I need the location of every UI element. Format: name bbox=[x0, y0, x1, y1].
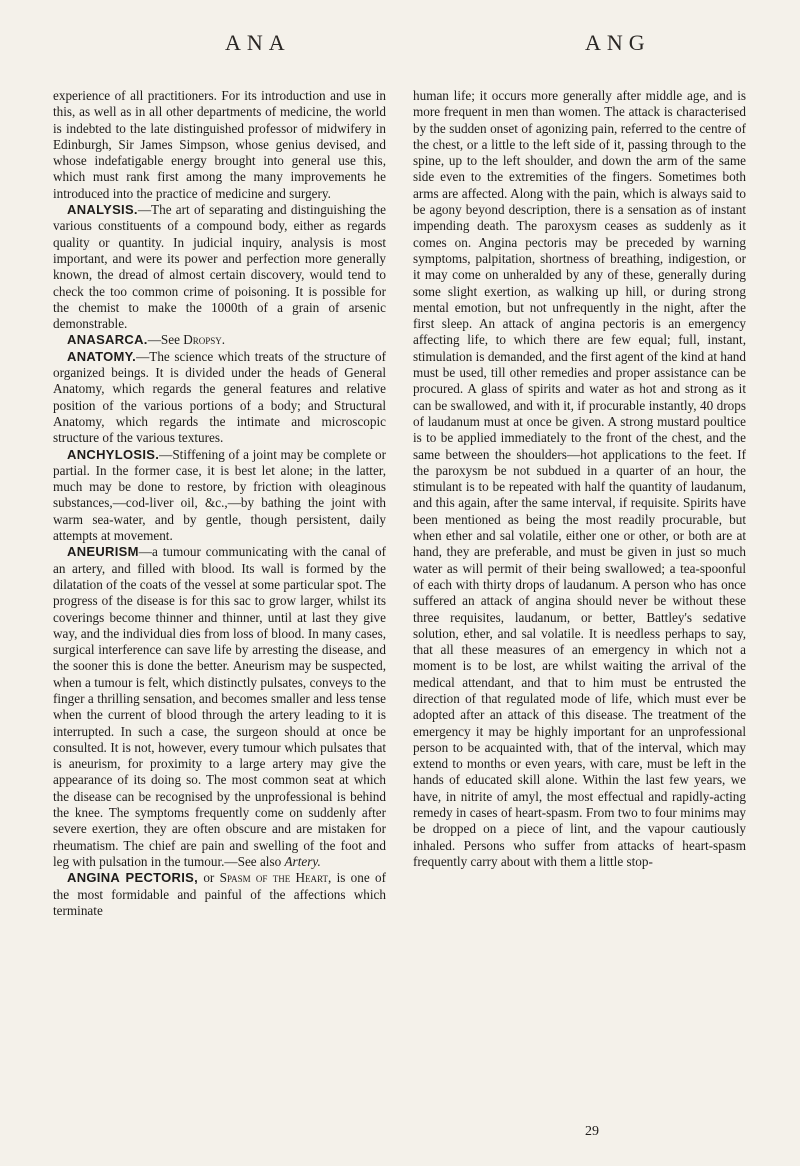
running-head-right: ANG bbox=[585, 30, 651, 55]
entry-text: —The art of separating and distinguishing the various constituents of a compound body, either as regards quality or quantity. In judicial inquiry, analysis is most important, and were its power and perfection more generally known, the dread of almost certain discovery, would tend to check the too common crime of poisoning. It is possible for the chemist to make the 1000th of a grain of arsenic demonstrable. bbox=[53, 202, 386, 332]
entry-text: —See bbox=[147, 332, 184, 348]
headword: ANASARCA. bbox=[67, 332, 148, 348]
headword: ANCHYLOSIS. bbox=[67, 446, 160, 462]
headword: ANATOMY. bbox=[67, 348, 137, 364]
alternate-headword: Spasm of the Heart, bbox=[219, 870, 332, 886]
headword: ANEURISM bbox=[67, 544, 139, 560]
left-column bbox=[53, 88, 386, 919]
paragraph-continuation: experience of all practitioners. For its introduction and use in this, as well as in all other departments of medicine, the world is indebted to the late distinguished professor of midwifery in Edinburgh, Sir James Simpson, whose genius devised, and whose indefatigable energy brought into general use this, which must rank first among the many improvements he introduced into the practice of medicine and surgery. bbox=[53, 88, 386, 201]
entry-analysis bbox=[53, 202, 386, 332]
entry-text: is one of the most formidable and painful of the affections which terminate bbox=[53, 870, 386, 918]
entry-aneurism bbox=[53, 544, 386, 870]
headword: ANALYSIS. bbox=[67, 202, 138, 218]
headword: ANGINA PECTORIS, bbox=[67, 870, 199, 886]
entry-text: —Stiffening of a joint may be complete or partial. In the former case, it is best let alone; in the latter, much may be done to restore, by friction with oleaginous substances,—cod-liver oil, &c.,—by bathing the joint with warm sea-water, and by gentle, though persistent, daily attempts at movement. bbox=[53, 446, 386, 544]
cross-reference: Dropsy. bbox=[183, 332, 226, 348]
entry-text: or bbox=[198, 870, 220, 886]
entry-text: —a tumour communicating with the canal of an artery, and filled with blood. Its wall is formed by the dilatation of the coats of the vessel at some particular spot. The progress of the disease is for this sac to grow larger, whilst its coverings become thinner and thinner, until at last they give way, and the individual dies from loss of blood. In many cases, surgical interference can save life by arresting the disease, and the sooner this is done the better. Aneurism may be suspected, when a tumour is felt, which distinctly pulsates, conveys to the finger a thrilling sensation, and becomes smaller and less tense when the current of blood through the artery leading to it is interrupted. In such a case, the surgeon should at once be consulted. It is not, however, every tumour which pulsates that is aneurism, for proximity to a large artery may give the appearance of its doing so. The most common seat at which the disease can be recognised by the unprofessional is behind the knee. The symptoms frequently come on suddenly after severe exertion, they are often obscure and are mistaken for rheumatism. The chief are pain and swelling of the foot and leg with pulsation in the tumour.—See also bbox=[53, 544, 387, 869]
right-column bbox=[413, 88, 746, 870]
entry-anchylosis bbox=[53, 447, 386, 545]
entry-text: —The science which treats of the structure of organized beings. It is divided under the heads of General Anatomy, which regards the general features and relative position of the various portions of a body; and Structural Anatomy, which regards the intimate and microscopic structure of the various textures. bbox=[53, 348, 386, 446]
entry-anasarca bbox=[53, 332, 386, 348]
cross-reference: Artery. bbox=[284, 853, 321, 869]
paragraph-continuation: human life; it occurs more generally after middle age, and is more frequent in men than women. The attack is characterised by the sudden onset of agonizing pain, referred to the centre of the chest, or a little to the left side of it, passing through to the spine, up to the left shoulder, and down the arm of the same side even to the extremities of the fingers. Sometimes both arms are affected. Along with the pain, which is always said to be agony beyond description, there is a sensation as of instant impending death. The paroxysm ceases as suddenly as it comes on. Angina pectoris may be preceded by warning symptoms, palpitation, shortness of breathing, indigestion, or it may come on unheralded by any of these, generally during some slight exertion, as walking up hill, or during strong mental emotion, but not unfrequently in the night, after the first sleep. An attack of angina pectoris is an emergency affecting life, to which there are few equal; full, instant, stimulation is demanded, and the first agent of the kind at hand must be used, till other remedies and proper assistance can be procured. A glass of spirits and water as hot and strong as it can be swallowed, and with it, if procurable instantly, 40 drops of laudanum must at once be given. A strong mustard poultice is to be applied immediately to the front of the chest, and the same between the shoulders—hot applications to the feet. If the paroxysm be not subdued in a quarter of an hour, the stimulant is to be repeated with half the quantity of laudanum, and this again, after the same interval, if requisite. Spirits have been mentioned as being the most readily procurable, but when ether and sal volatile, either one or other, or both are at hand, they are preferable, and must be given in just so much water as will permit of their being swallowed; a tea-spoonful of each with thirty drops of laudanum. A person who has once suffered an attack of angina should never be without these three requisites, laudanum, or better, Battley's sedative solution, ether, and sal volatile. It is needless perhaps to say, that all these measures of an emergency in which not a moment is to be lost, are whilst waiting the arrival of the medical attendant, and that to him must be entrusted the direction of that regulated mode of life, which must ever be adopted after an attack of this disease. The treatment of the emergency it may be highly important for an unprofessional person to be acquainted with, that of the interval, which may extend to months or even years, with care, must be left in the hands of educated skill alone. Within the last few years, we have, in nitrite of amyl, the most effectual and rapidly-acting remedy in cases of heart-spasm. From two to four minims may be dropped on a piece of lint, and the vapour cautiously inhaled. Persons who suffer from attacks of heart-spasm frequently carry about with them a little stop- bbox=[413, 88, 746, 869]
entry-anatomy bbox=[53, 349, 386, 447]
page-number: 29 bbox=[585, 1124, 599, 1139]
running-head-left: ANA bbox=[225, 30, 291, 55]
entry-angina-pectoris bbox=[53, 870, 386, 919]
